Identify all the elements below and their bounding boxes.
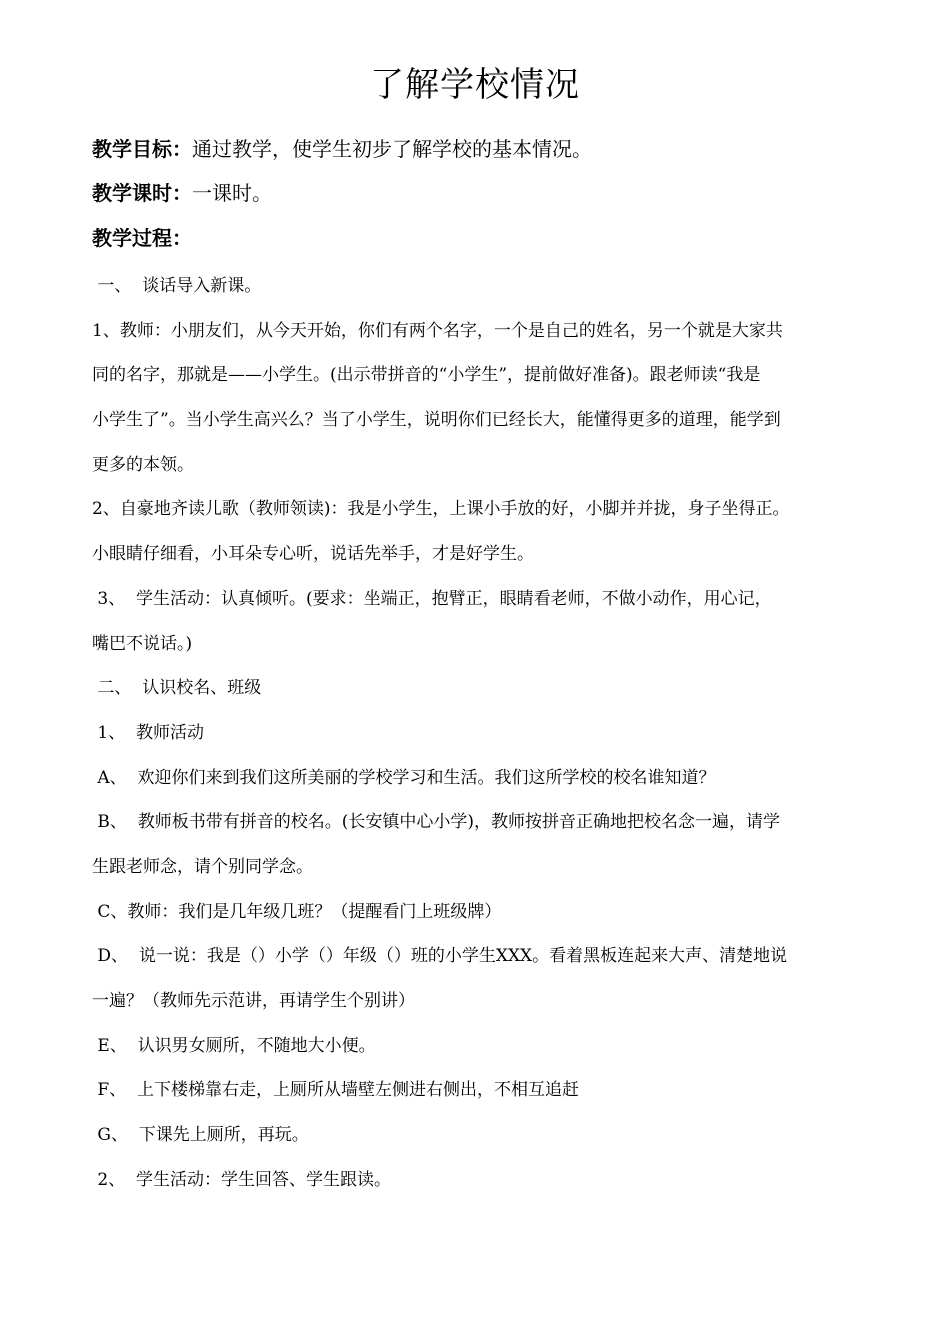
process-body xyxy=(92,270,868,1208)
teaching-duration xyxy=(92,178,272,208)
teaching-duration-label: 教学课时： xyxy=(92,181,192,205)
teaching-duration-text: 一课时。 xyxy=(192,181,272,205)
body-line: 更多的本领。 xyxy=(92,454,194,475)
body-line: E、 认识男女厕所，不随地大小便。 xyxy=(92,1035,376,1056)
body-line: 3、 学生活动：认真倾听。(要求：坐端正，抱臂正，眼睛看老师，不做小动作，用心记， xyxy=(92,588,772,609)
body-line: 一遍？（教师先示范讲，再请学生个别讲） xyxy=(92,991,415,1011)
body-line: D、 说一说：我是（）小学（）年级（）班的小学生XXX。看着黑板连起来大声、清楚地说 xyxy=(92,946,788,967)
body-line: G、 下课先上厕所，再玩。 xyxy=(92,1125,309,1146)
body-line: 小眼睛仔细看，小耳朵专心听，说话先举手，才是好学生。 xyxy=(92,544,534,565)
body-line: 1、 教师活动 xyxy=(92,722,205,743)
body-line: 2、自豪地齐读儿歌（教师领读)：我是小学生，上课小手放的好，小脚并并拢，身子坐得正。 xyxy=(92,499,790,520)
body-line: 2、 学生活动：学生回答、学生跟读。 xyxy=(92,1169,392,1190)
body-line: F、 上下楼梯靠右走，上厕所从墙壁左侧进右侧出，不相互追赶 xyxy=(92,1080,580,1101)
teaching-objective-text: 通过教学，使学生初步了解学校的基本情况。 xyxy=(192,137,592,161)
body-line: A、 欢迎你们来到我们这所美丽的学校学习和生活。我们这所学校的校名谁知道？ xyxy=(92,767,716,788)
body-line: B、 教师板书带有拼音的校名。(长安镇中心小学)，教师按拼音正确地把校名念一遍，请学 xyxy=(92,812,780,833)
page-title: 了解学校情况 xyxy=(370,65,580,105)
body-line: 二、 认识校名、班级 xyxy=(92,678,262,699)
body-line: 1、教师：小朋友们，从今天开始，你们有两个名字，一个是自己的姓名，另一个就是大家共 xyxy=(92,320,783,341)
teaching-objective-label: 教学目标： xyxy=(92,137,192,161)
body-line: C、教师：我们是几年级几班？（提醒看门上班级牌） xyxy=(92,901,502,922)
teaching-process xyxy=(92,223,192,253)
teaching-process-label: 教学过程： xyxy=(92,226,192,250)
body-line: 生跟老师念，请个别同学念。 xyxy=(92,856,313,877)
body-line: 嘴巴不说话。) xyxy=(92,633,193,654)
body-line: 一、 谈话导入新课。 xyxy=(92,276,262,296)
body-line: 同的名字，那就是——小学生。(出示带拼音的“小学生”，提前做好准备)。跟老师读“我是 xyxy=(92,365,761,386)
body-line: 小学生了”。当小学生高兴么？当了小学生，说明你们已经长大，能懂得更多的道理，能学到 xyxy=(92,410,781,431)
teaching-objective xyxy=(92,134,592,164)
